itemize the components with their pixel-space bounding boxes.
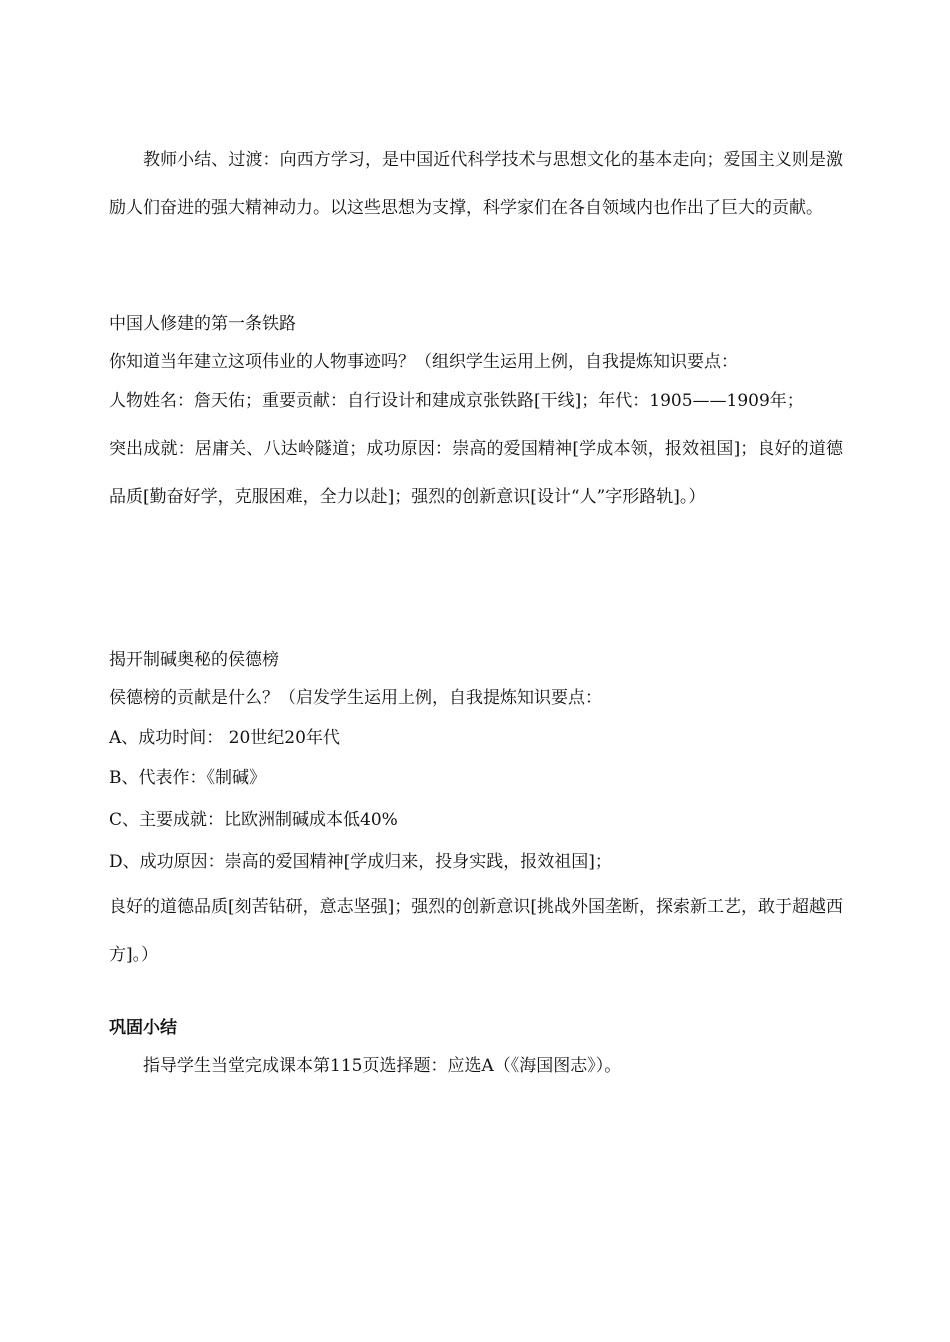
hou-item-d: D、成功原因：崇高的爱国精神[学成归来，投身实践，报效祖国]； — [109, 852, 612, 872]
hou-item-a: A、成功时间： 20世纪20年代 — [109, 728, 340, 748]
summary-title: 巩固小结 — [109, 1018, 177, 1038]
railway-person: 人物姓名：詹天佑；重要贡献：自行设计和建成京张铁路[干线]；年代：1905——1909年； — [109, 391, 804, 411]
railway-section — [109, 305, 843, 521]
intro-section — [109, 136, 843, 232]
hou-question: 侯德榜的贡献是什么？（启发学生运用上例，自我提炼知识要点： — [109, 688, 602, 708]
summary-paragraph: 指导学生当堂完成课本第115页选择题：应选A（《海国图志》）。 — [143, 1056, 622, 1076]
summary-section — [109, 1009, 843, 1085]
hou-title: 揭开制碱奥秘的侯德榜 — [109, 650, 279, 670]
hou-qualities: 良好的道德品质[刻苦钻研，意志坚强]；强烈的创新意识[挑战外国垄断，探索新工艺，敢于超越西方]。） — [109, 897, 843, 965]
hou-item-c: C、主要成就：比欧洲制碱成本低40% — [109, 810, 398, 830]
hou-section — [109, 641, 843, 979]
railway-question: 你知道当年建立这项伟业的人物事迹吗？（组织学生运用上例，自我提炼知识要点： — [109, 352, 738, 372]
hou-item-b: B、代表作：《制碱》 — [109, 768, 266, 788]
railway-title: 中国人修建的第一条铁路 — [109, 314, 296, 334]
railway-achievement: 突出成就：居庸关、八达岭隧道；成功原因：崇高的爱国精神[学成本领，报效祖国]；良好的道德品质[勤奋好学，克服困难，全力以赴]；强烈的创新意识[设计“人”字形路轨]。） — [109, 439, 843, 507]
intro-paragraph: 教师小结、过渡：向西方学习，是中国近代科学技术与思想文化的基本走向；爱国主义则是激励人们奋进的强大精神动力。以这些思想为支撑，科学家们在各自领域内也作出了巨大的贡献。 — [109, 150, 843, 218]
